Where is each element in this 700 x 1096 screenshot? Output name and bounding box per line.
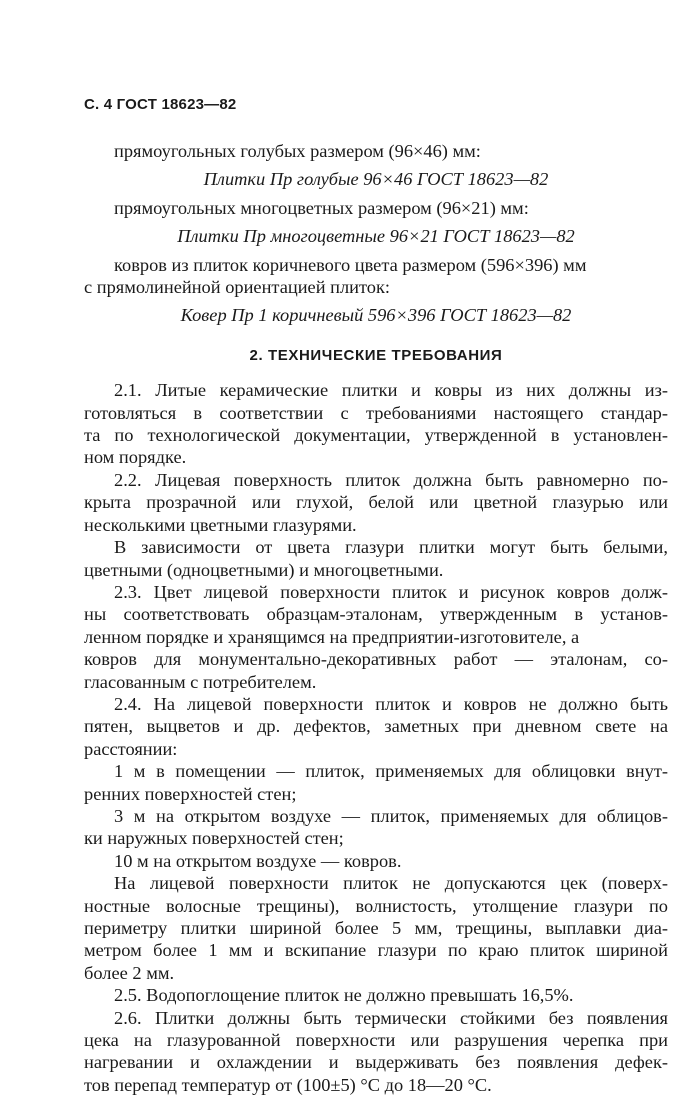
text-line: та по технологической документации, утвержденной в установлен- — [84, 425, 668, 446]
text-line: пятен, выцветов и др. дефектов, заметных при дневном свете на — [84, 716, 668, 737]
page-header: С. 4 ГОСТ 18623—82 — [84, 96, 237, 113]
text-line: готовляться в соответствии с требованиями настоящего стандар- — [84, 402, 668, 423]
text-line: крыта прозрачной или глухой, белой или цветной глазурью или — [84, 492, 668, 513]
text-line: ковров из плиток коричневого цвета размером (596×396) мм — [114, 254, 587, 275]
text-line: 1 м в помещении — плиток, применяемых для облицовки внут- — [114, 761, 668, 782]
paragraph-2-3 — [84, 581, 668, 693]
text-line: гласованным с потребителем. — [84, 671, 317, 692]
text-line: цветными (одноцветными) и многоцветными. — [84, 559, 444, 580]
text-line: с прямолинейной ориентацией плиток: — [84, 277, 391, 298]
text-line: ном порядке. — [84, 447, 187, 468]
text-line: 3 м на открытом воздухе — плиток, применяемых для облицов- — [114, 805, 668, 826]
text-line: тов перепад температур от (100±5) °C до 18—20 °C. — [84, 1074, 492, 1095]
text-line: 10 м на открытом воздухе — ковров. — [114, 850, 402, 871]
text-line: расстоянии: — [84, 738, 178, 759]
paragraph-2-2 — [84, 469, 668, 581]
designation-example: Плитки Пр голубые 96×46 ГОСТ 18623—82 — [203, 169, 549, 190]
text-line: В зависимости от цвета глазури плитки могут быть белыми, — [114, 537, 668, 558]
text-line: более 2 мм. — [84, 962, 175, 983]
text-line: 2.1. Литые керамические плитки и ковры из них должны из- — [114, 380, 668, 401]
text-line: 2.2. Лицевая поверхность плиток должна быть равномерно по- — [114, 469, 668, 490]
text-line: ренних поверхностей стен; — [84, 783, 297, 804]
text-line: ки наружных поверхностей стен; — [84, 828, 344, 849]
paragraph-2-1 — [84, 379, 668, 469]
paragraph-2-5 — [84, 984, 668, 1006]
text-line: 2.6. Плитки должны быть термически стойкими без появления — [114, 1007, 668, 1028]
text-line: ковров для монументально-декоративных работ — эталонам, со- — [84, 649, 668, 670]
section-title: 2. ТЕХНИЧЕСКИЕ ТРЕБОВАНИЯ — [249, 346, 503, 364]
text-line: На лицевой поверхности плиток не допускаются цек (поверх- — [114, 873, 668, 894]
text-line: 2.4. На лицевой поверхности плиток и ковров не должно быть — [114, 693, 668, 714]
paragraph-2-6 — [84, 1007, 668, 1096]
paragraph-2-4 — [84, 693, 668, 984]
text-line: ностные волосные трещины), волнистость, утолщение глазури по — [84, 895, 668, 916]
text-line: 2.3. Цвет лицевой поверхности плиток и рисунок ковров долж- — [114, 581, 668, 602]
text-line: ны соответствовать образцам-эталонам, утвержденным в установ- — [84, 604, 668, 625]
text-line: периметру плитки шириной более 5 мм, трещины, выплавки диа- — [84, 918, 668, 938]
text-line: метром более 1 мм и вскипание глазури по краю плиток шириной — [84, 940, 668, 961]
document-body — [84, 140, 668, 1096]
text-line: 2.5. Водопоглощение плиток не должно превышать 16,5%. — [114, 985, 574, 1006]
text-line: нагревании и охлаждении и выдерживать без появления дефек- — [84, 1052, 668, 1073]
text-line: прямоугольных многоцветных размером (96×21) мм: — [114, 197, 529, 218]
text-line: несколькими цветными глазурями. — [84, 514, 357, 535]
text-line: цека на глазурованной поверхности или разрушения черепка при — [84, 1030, 668, 1051]
designation-example: Ковер Пр 1 коричневый 596×396 ГОСТ 18623—82 — [180, 305, 572, 326]
text-line: ленном порядке и хранящимся на предприятии-изготовителе, а — [84, 626, 580, 647]
designation-example: Плитки Пр многоцветные 96×21 ГОСТ 18623—82 — [177, 226, 575, 247]
text-line: прямоугольных голубых размером (96×46) мм: — [114, 141, 481, 161]
